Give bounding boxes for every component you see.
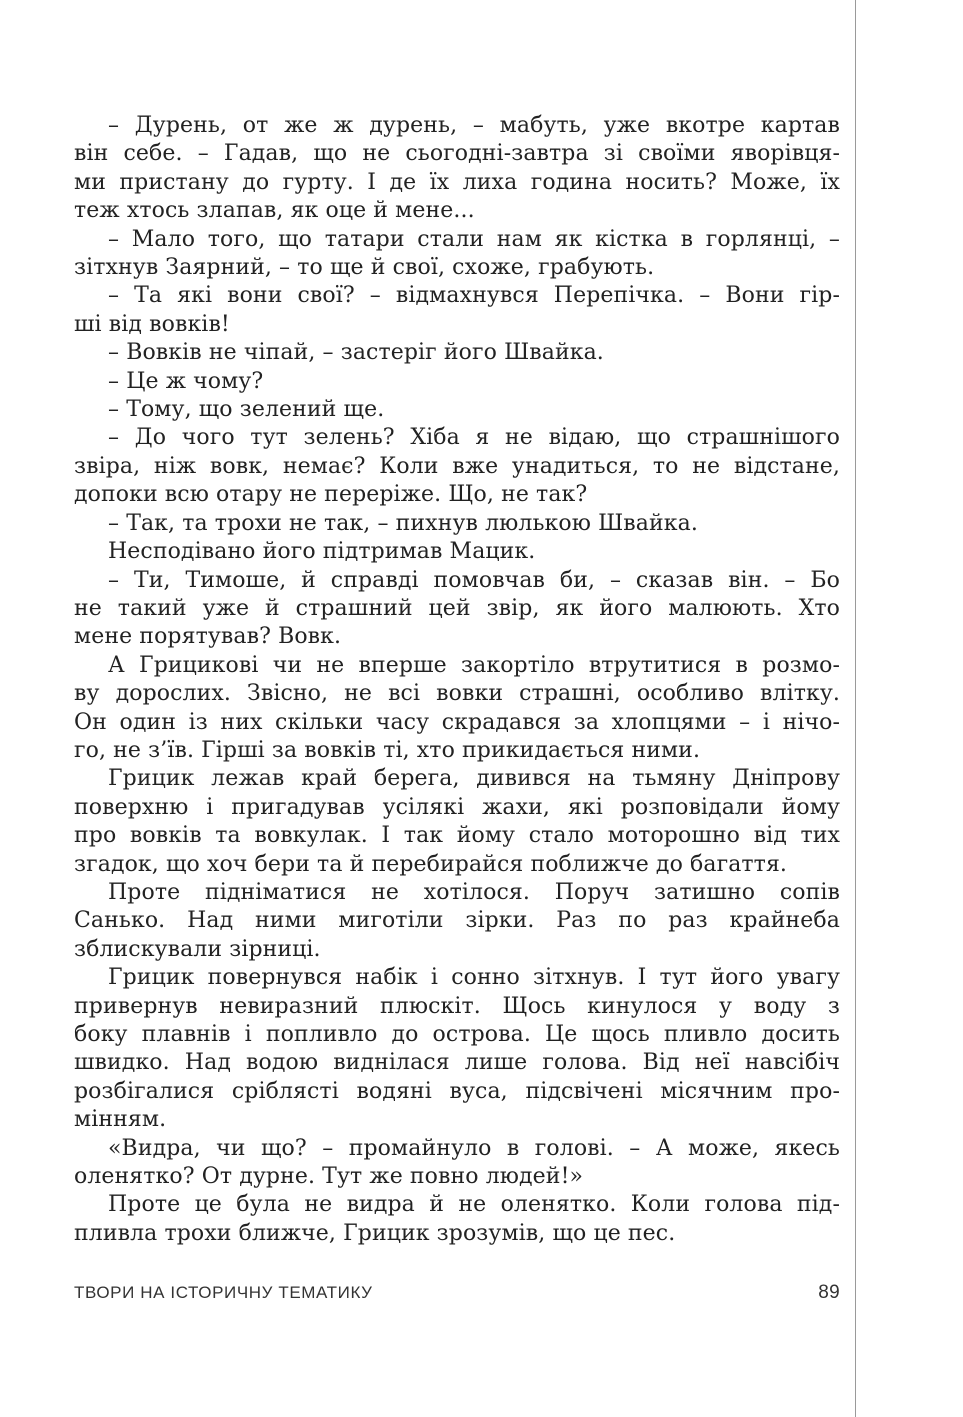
paragraph: [74, 879, 840, 964]
paragraph: [74, 226, 840, 283]
text-line: розбігалися сріблясті водяні вуса, підсвічені місячним про-: [74, 1078, 840, 1104]
text-line: Он один із них скільки часу скрадався за хлопцями – і нічо-: [74, 709, 840, 735]
paragraph: [74, 567, 840, 652]
text-line: – Це ж чому?: [108, 368, 264, 394]
page-number: 89: [818, 1282, 840, 1303]
paragraph: [74, 282, 840, 339]
text-line: ші від вовків!: [74, 311, 230, 337]
text-line: теж хтось злапав, як оце й мене...: [74, 198, 475, 224]
paragraph: [74, 112, 840, 226]
running-head: ТВОРИ НА ІСТОРИЧНУ ТЕМАТИКУ: [74, 1283, 373, 1302]
text-line: звіра, ніж вовк, немає? Коли вже унадиться, то не відстане,: [74, 453, 840, 479]
paragraph: [74, 964, 840, 1134]
text-line: не такий уже й страшний цей звір, як його малюють. Хто: [74, 595, 840, 621]
paragraph: [74, 538, 840, 566]
text-line: зітхнув Заярний, – то ще й свої, схоже, грабують.: [74, 255, 655, 281]
text-line: він себе. – Гадав, що не сьогодні-завтра зі своїми яворівця-: [74, 141, 840, 167]
paragraph: [74, 396, 840, 424]
text-line: – До чого тут зелень? Хіба я не відаю, що страшнішого: [108, 425, 840, 451]
text-line: – Мало того, що татари стали нам як кістка в горлянці, –: [108, 226, 840, 252]
paragraph: [74, 339, 840, 367]
body-text: [74, 112, 840, 1248]
text-line: поверхню і пригадував усілякі жахи, які розповідали йому: [74, 794, 840, 820]
paragraph: [74, 765, 840, 879]
text-line: пливла трохи ближче, Грицик зрозумів, що це пес.: [74, 1220, 676, 1246]
paragraph: [74, 510, 840, 538]
text-line: Проте підніматися не хотілося. Поруч затишно сопів: [108, 879, 840, 905]
text-line: про вовків та вовкулак. І так йому стало моторошно від тих: [74, 823, 840, 849]
text-line: допоки всю отару не переріже. Що, не так?: [74, 482, 588, 508]
text-line: зблискували зірниці.: [74, 936, 321, 962]
text-line: швидко. Над водою виднілася лише голова. Від неї навсібіч: [74, 1050, 840, 1076]
text-line: мене порятував? Вовк.: [74, 624, 342, 650]
paragraph: [74, 1191, 840, 1248]
paragraph: [74, 424, 840, 509]
page-edge-divider: [855, 0, 856, 1417]
text-line: – Та які вони свої? – відмахнувся Перепічка. – Вони гір-: [108, 283, 840, 309]
text-line: Несподівано його підтримав Мацик.: [108, 539, 536, 565]
text-line: мінням.: [74, 1107, 167, 1133]
text-line: «Видра, чи що? – промайнуло в голові. – А може, якесь: [108, 1135, 840, 1161]
text-line: ву дорослих. Звісно, не всі вовки страшні, особливо влітку.: [74, 681, 840, 707]
text-line: – Вовків не чіпай, – застеріг його Швайка.: [108, 340, 604, 366]
text-line: ми пристану до гурту. І де їх лиха година носить? Може, їх: [74, 169, 840, 195]
text-line: Проте це була не видра й не оленятко. Коли голова під-: [108, 1192, 840, 1218]
text-line: привернув невиразний плюскіт. Щось кинулося у воду з: [74, 993, 840, 1019]
text-line: го, не з’їв. Гірші за вовків ті, хто прикидається ними.: [74, 737, 701, 763]
text-line: Санько. Над ними миготіли зірки. Раз по раз крайнеба: [74, 908, 840, 934]
text-line: А Грицикові чи не вперше закортіло втрутитися в розмо-: [108, 652, 840, 678]
paragraph: [74, 1135, 840, 1192]
paragraph: [74, 652, 840, 766]
text-line: – Ти, Тимоше, й справді помовчав би, – сказав він. – Бо: [108, 567, 840, 593]
paragraph: [74, 368, 840, 396]
text-line: згадок, що хоч бери та й перебирайся поближче до багаття.: [74, 851, 788, 877]
text-line: – Тому, що зелений ще.: [108, 397, 385, 423]
text-line: боку плавнів і попливло до острова. Це щось пливло досить: [74, 1022, 840, 1047]
text-line: – Так, та трохи не так, – пихнув люлькою Швайка.: [108, 510, 698, 536]
text-line: Грицик лежав край берега, дивився на тьмяну Дніпрову: [108, 766, 840, 792]
text-line: – Дурень, от же ж дурень, – мабуть, уже вкотре картав: [108, 113, 840, 138]
text-line: оленятко? От дурне. Тут же повно людей!»: [74, 1164, 584, 1190]
text-line: Грицик повернувся набік і сонно зітхнув. І тут його увагу: [108, 965, 840, 991]
